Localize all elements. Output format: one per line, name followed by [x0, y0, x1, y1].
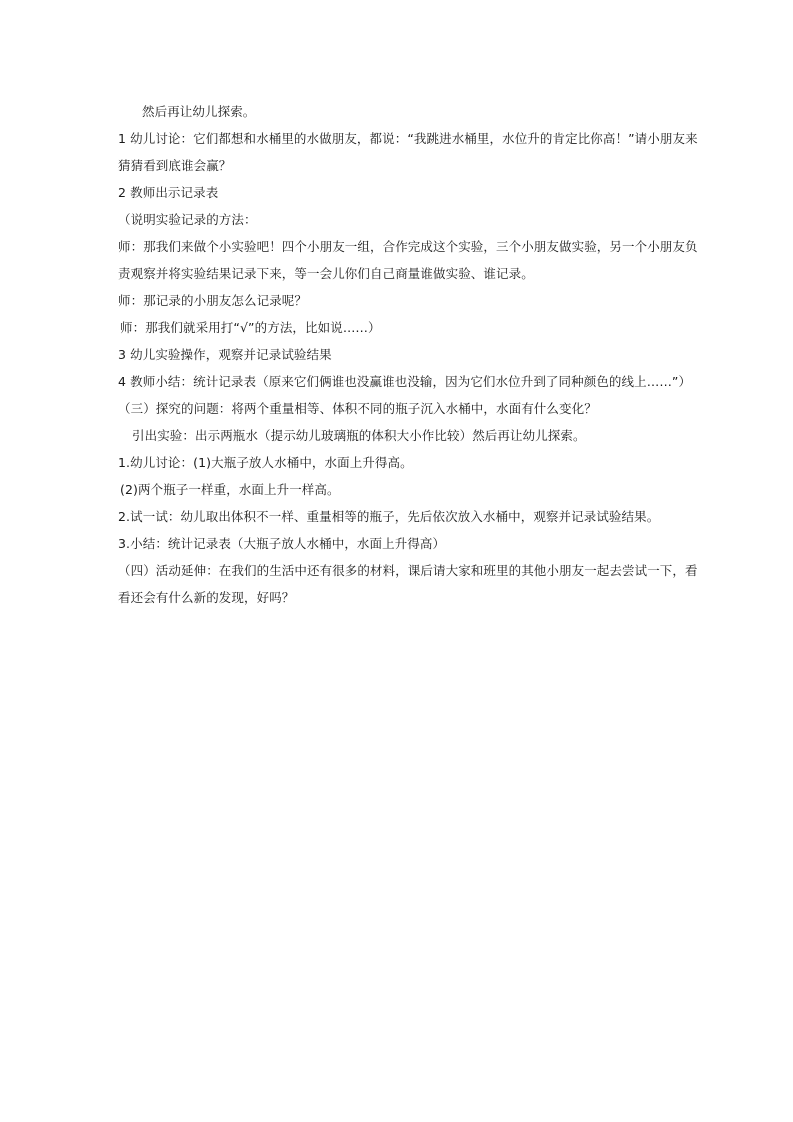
- paragraph-line: 责观察并将实验结果记录下来，等一会儿你们自己商量谁做实验、谁记录。: [118, 266, 534, 281]
- document-body: [118, 98, 698, 611]
- paragraph-line: 2 教师出示记录表: [118, 185, 219, 200]
- paragraph-line: 猜猜看到底谁会赢？: [118, 158, 232, 173]
- paragraph-line: 师：那记录的小朋友怎么记录呢？: [118, 293, 308, 308]
- section-heading-line: （四）活动延伸：在我们的生活中还有很多的材料，课后请大家和班里的其他小朋友一起去尝试一下，看: [118, 563, 698, 578]
- paragraph-line: 3 幼儿实验操作，观察并记录试验结果: [118, 347, 332, 362]
- paragraph-line: 看还会有什么新的发现，好吗？: [118, 590, 295, 605]
- paragraph-line: （说明实验记录的方法：: [118, 212, 257, 227]
- paragraph-line: 1.幼儿讨论：(1)大瓶子放人水桶中，水面上升得高。: [118, 455, 413, 470]
- paragraph-line: 1 幼儿讨论：它们都想和水桶里的水做朋友，都说：“我跳进水桶里，水位升的肯定比你高！”请小朋友来: [118, 131, 698, 146]
- paragraph-line: 2.试一试：幼儿取出体积不一样、重量相等的瓶子，先后依次放入水桶中，观察并记录试验结果。: [118, 509, 660, 524]
- paragraph-line: 然后再让幼儿探索。: [142, 104, 256, 119]
- paragraph-line: 3.小结：统计记录表（大瓶子放人水桶中，水面上升得高）: [118, 536, 446, 551]
- paragraph-line: (2)两个瓶子一样重，水面上升一样高。: [120, 482, 340, 497]
- paragraph-line: 4 教师小结：统计记录表（原来它们俩谁也没赢谁也没输，因为它们水位升到了同种颜色的线上……”）: [118, 374, 692, 389]
- paragraph-line: 师：那我们来做个小实验吧！四个小朋友一组，合作完成这个实验，三个小朋友做实验，另一个小朋友负: [118, 239, 698, 254]
- paragraph-line: 师：那我们就采用打“√”的方法，比如说……）: [120, 320, 381, 335]
- paragraph-line: 引出实验：出示两瓶水（提示幼儿玻璃瓶的体积大小作比较）然后再让幼儿探索。: [132, 428, 586, 443]
- section-heading-line: （三）探究的问题：将两个重量相等、体积不同的瓶子沉入水桶中，水面有什么变化？: [118, 401, 597, 416]
